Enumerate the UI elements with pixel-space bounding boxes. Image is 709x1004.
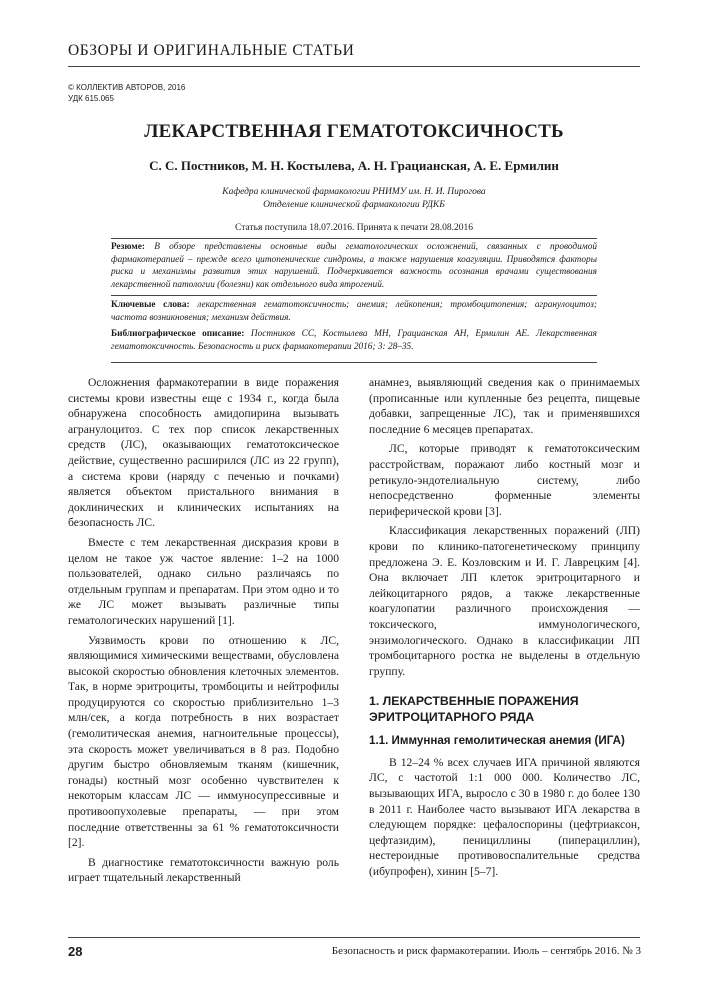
abstract-rule-mid-1 (111, 295, 597, 296)
body-paragraph: В 12–24 % всех случаев ИГА причиной являются ЛС, с частотой 1:1 000 000. Количество ЛС, вызывающих ИГА, выросло с 30 в 1980 г. до более 130 в 2011 г. Наиболее часто вызывают ИГА лекарства в следующем порядке: цефалоспорины (цефтриаксон, цефтазидим), пенициллины (пиперациллин), нестероидные противовоспалительные средства (ибупрофен), хинин [5–7]. (369, 755, 640, 879)
footer-rule (68, 937, 640, 938)
affiliations (68, 186, 640, 211)
abstract-rule-bottom (111, 362, 597, 363)
body-paragraph: Уязвимость крови по отношению к ЛС, являющимися химическими веществами, обусловлена высокой скоростью обновления клеточных элементов. Так, в норме эритроциты, тромбоциты и нейтрофилы продуцируются со скоростью приблизительно 1–3 млн/сек, а когда потребность в них возрастает (гемолитическая анемия, нагноительные процессы), эта скорость может увеличиваться в 8 раз. Подобно другим быстро обновляемым тканям (кишечник, гонады) костный мозг особенно чувствителен к некоторым классам ЛС — иммуносупрессивные и противоопухолевые препараты, — при этом последние ответственны за 61 % гематотоксичности [2]. (68, 633, 339, 850)
keywords-label: Ключевые слова: (111, 300, 190, 311)
body-column-left (68, 375, 339, 890)
udk-line: УДК 615.065 (68, 94, 114, 103)
summary-text: В обзоре представлены основные виды гематологических осложнений, связанных с проводимой фармакотерапией – прежде всего цитопенические синдромы, а также нарушения коагуляции. Приводятся факторы риска и механизмы развития этих нарушений. Подчеркивается важность осознания врачами существования лекарственной патологии (болезни) как отдельного вида ятрогений. (111, 242, 597, 290)
body-paragraph: Осложнения фармакотерапии в виде поражения системы крови известны еще с 1934 г., когда была обнаружена способность амидопирина вызывать агранулоцитоз. С тех пор список лекарственных средств (ЛС), оказывающих гематотоксическое действие, существенно расширился (ЛС из 22 групп), а система крови (наряду с печенью и почками) является объектом пристального внимания в доклинических и клинических испытаниях на безопасность ЛС. (68, 376, 339, 530)
running-head: ОБЗОРЫ И ОРИГИНАЛЬНЫЕ СТАТЬИ (68, 42, 355, 59)
summary-label: Резюме: (111, 242, 145, 252)
citation-paragraph (111, 328, 597, 353)
abstract-block (111, 241, 597, 357)
citation-text: Постников СС, Костылева МН, Грацианская АН, Ермилин АЕ. Лекарственная гематотоксичность. Безопасность и риск фармакотерапии 2016; 3: 28–35. (111, 329, 597, 352)
section-heading: 1. ЛЕКАРСТВЕННЫЕ ПОРАЖЕНИЯ ЭРИТРОЦИТАРНОГО РЯДА (369, 694, 579, 725)
body-paragraph: ЛС, которые приводят к гематотоксическим расстройствам, поражают либо костный мозг и ретикуло-эндотелиальную систему, либо непосредственно форменные элементы периферической крови [3]. (369, 442, 640, 518)
body-paragraph: анамнез, выявляющий сведения как о принимаемых (прописанные или купленные без рецепта, пищевые добавки, запрещенные ЛС), так и применявшихся последние 6 месяцев препаратах. (369, 376, 640, 436)
keywords-paragraph (111, 299, 597, 324)
body-paragraph: Классификация лекарственных поражений (ЛП) крови по клинико-патогенетическому принципу предложена Э. Е. Козловским и И. Г. Лаврецким [4]. Она включает ЛП клеток эритроцитарного и лейкоцитарного рядов, а также лекарственные коагулопатии различного происхождения — токсического, иммунологического, энзимологического. Однако в классификации ЛП тромбоцитарного ростка не выделены в отдельную группу. (369, 524, 640, 678)
citation-label: Библиографическое описание: (111, 329, 245, 340)
header-rule (68, 66, 640, 67)
page-number: 28 (68, 944, 83, 959)
keywords-text: лекарственная гематотоксичность; анемия; лейкопения; тромбоцитопения; агранулоцитоз; частота возникновения; механизм действия. (111, 300, 597, 323)
article-dates: Статья поступила 18.07.2016. Принята к печати 28.08.2016 (235, 223, 473, 233)
body-paragraph: Вместе с тем лекарственная дискразия крови в целом не такое уж частое явление: 1–2 на 1000 пользователей, однако сильно различаясь по отдельным группам и препаратам. При этом одно и то же ЛС может вызывать различные типы гематологических нарушений [1]. (68, 535, 339, 627)
abstract-rule-top (111, 238, 597, 239)
journal-footer: Безопасность и риск фармакотерапии. Июль – сентябрь 2016. № 3 (331, 945, 641, 957)
affiliation-1: Кафедра клинической фармакологии РНИМУ им. Н. И. Пирогова (222, 187, 486, 197)
body-column-right (369, 375, 640, 884)
subsection-heading: 1.1. Иммунная гемолитическая анемия (ИГА) (369, 734, 625, 748)
body-paragraph: В диагностике гематотоксичности важную роль играет тщательный лекарственный (68, 855, 339, 885)
summary-paragraph (111, 241, 597, 291)
article-meta (68, 82, 185, 104)
article-authors: С. С. Постников, М. Н. Костылева, А. Н. Грацианская, А. Е. Ермилин (149, 158, 559, 173)
copyright-line: © КОЛЛЕКТИВ АВТОРОВ, 2016 (68, 83, 186, 92)
affiliation-2: Отделение клинической фармакологии РДКБ (263, 199, 445, 210)
article-title: ЛЕКАРСТВЕННАЯ ГЕМАТОТОКСИЧНОСТЬ (144, 121, 564, 142)
